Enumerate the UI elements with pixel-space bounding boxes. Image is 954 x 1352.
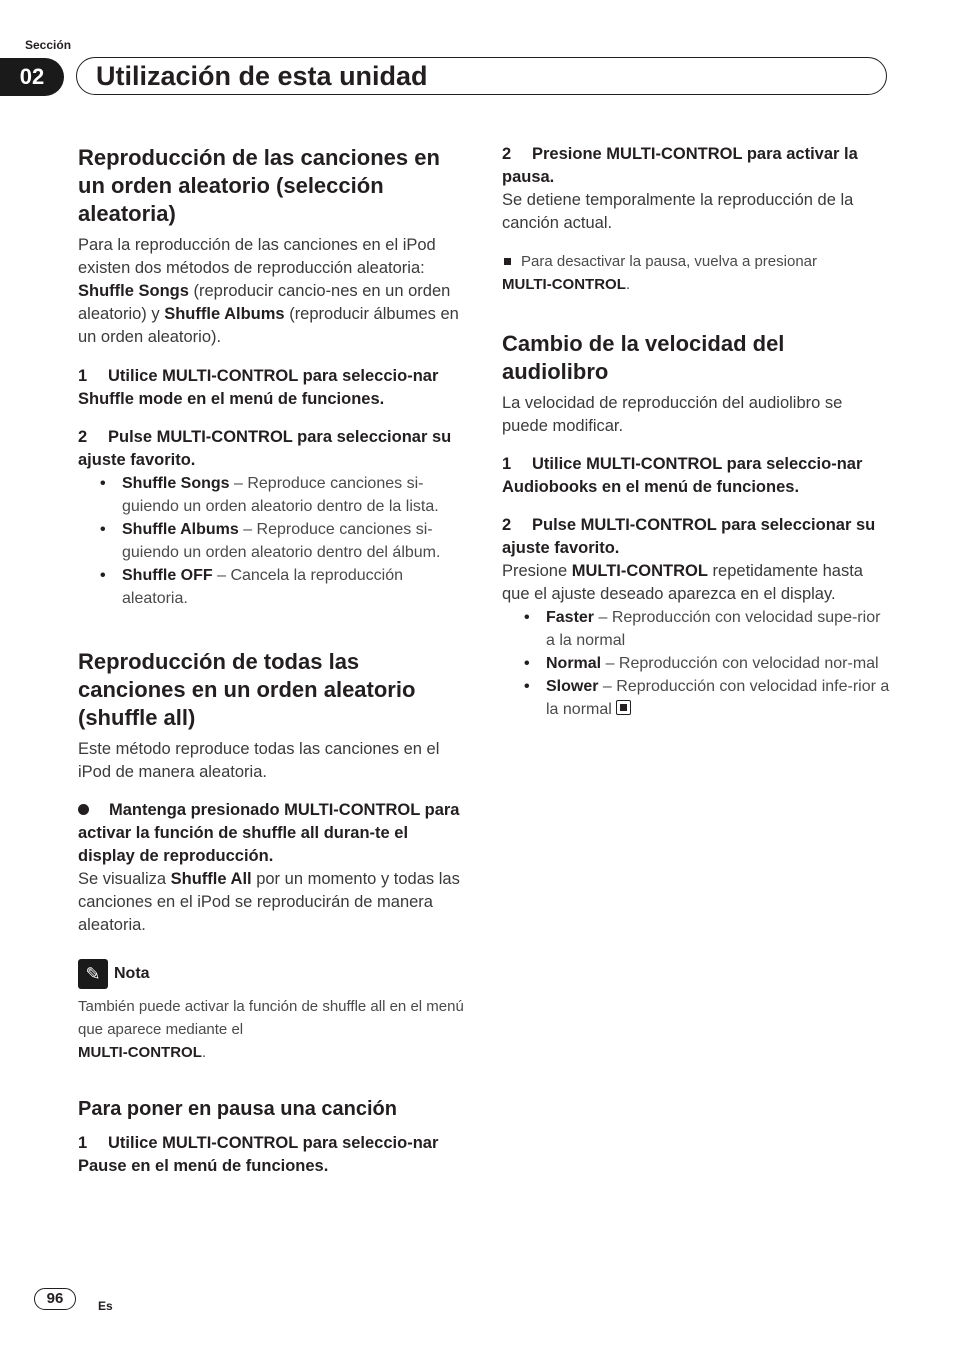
section-label: Sección	[25, 38, 72, 52]
list-item: • Shuffle Albums – Reproduce canciones si-guiendo un orden aleatorio dentro del álbum.	[100, 518, 466, 564]
list-item: • Slower – Reproducción con velocidad infe-rior a la normal	[524, 675, 890, 721]
pause-step-1: 1 Utilice MULTI-CONTROL para seleccio-nar Pause en el menú de funciones.	[78, 1134, 439, 1175]
page-title: Utilización de esta unidad	[96, 61, 428, 91]
square-bullet-icon	[504, 258, 511, 265]
section-heading-random: Reproducción de las canciones en un orden aleatorio (selección aleatoria)	[78, 145, 440, 226]
list-item: • Normal – Reproducción con velocidad nor-mal	[524, 652, 890, 675]
note-label: Nota	[114, 965, 150, 983]
end-of-section-icon	[616, 700, 631, 715]
list-item: • Faster – Reproducción con velocidad supe-rior a la normal	[524, 606, 890, 652]
audiobook-body: Presione MULTI-CONTROL repetidamente hasta que el ajuste deseado aparezca en el display.	[502, 562, 863, 603]
random-step-2: 2 Pulse MULTI-CONTROL para seleccionar su ajuste favorito.	[78, 428, 452, 469]
random-step-1: 1 Utilice MULTI-CONTROL para seleccio-nar Shuffle mode en el menú de funciones.	[78, 367, 439, 408]
audiobook-step-1: 1 Utilice MULTI-CONTROL para seleccio-nar Audiobooks en el menú de funciones.	[502, 455, 863, 496]
section-heading-pause: Para poner en pausa una canción	[78, 1098, 397, 1120]
language-code: Es	[98, 1299, 113, 1313]
note-header	[78, 959, 466, 989]
section-number: 02	[0, 58, 64, 96]
shuffle-all-body: Se visualiza Shuffle All por un momento y todas las canciones en el iPod se reproducirán de manera aleatoria.	[78, 870, 460, 934]
section-heading-audiobook: Cambio de la velocidad del audiolibro	[502, 331, 785, 384]
right-column	[502, 143, 890, 721]
pause-body: Se detiene temporalmente la reproducción de la canción actual.	[502, 191, 854, 232]
note-text: También puede activar la función de shuffle all en el menú que aparece mediante el MULTI-CONTROL.	[78, 998, 464, 1061]
pause-step-2: 2 Presione MULTI-CONTROL para activar la pausa.	[502, 145, 858, 186]
section-heading-shuffle-all: Reproducción de todas las canciones en un orden aleatorio (shuffle all)	[78, 649, 416, 730]
list-item: • Shuffle OFF – Cancela la reproducción aleatoria.	[100, 564, 466, 610]
pencil-icon: ✎	[78, 959, 108, 989]
random-options-list	[78, 472, 466, 610]
pause-note: Para desactivar la pausa, vuelva a presionar MULTI-CONTROL.	[502, 253, 818, 293]
random-intro: Para la reproducción de las canciones en el iPod existen dos métodos de reproducción aleatoria: Shuffle Songs (reproducir cancio-nes en un orden aleatorio) y Shuffle Albums (reproducir álbumes en un orden aleatorio).	[78, 236, 459, 346]
audiobook-step-2: 2 Pulse MULTI-CONTROL para seleccionar su ajuste favorito.	[502, 516, 876, 557]
left-column	[78, 144, 466, 1178]
shuffle-all-step: Mantenga presionado MULTI-CONTROL para activar la función de shuffle all duran-te el display de reproducción.	[78, 801, 460, 865]
page-number: 96	[34, 1288, 76, 1310]
bullet-icon	[78, 804, 89, 815]
speed-options-list	[502, 606, 890, 721]
shuffle-all-intro: Este método reproduce todas las canciones en el iPod de manera aleatoria.	[78, 740, 440, 781]
audiobook-intro: La velocidad de reproducción del audiolibro se puede modificar.	[502, 394, 843, 435]
list-item: • Shuffle Songs – Reproduce canciones si-guiendo un orden aleatorio dentro de la lista.	[100, 472, 466, 518]
